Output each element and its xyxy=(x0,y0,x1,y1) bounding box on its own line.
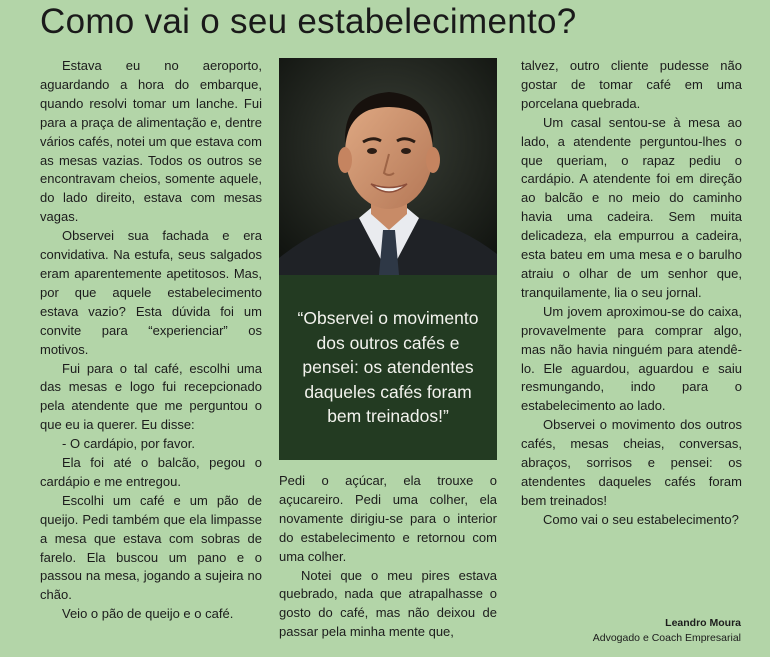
paragraph: Como vai o seu estabelecimento? xyxy=(543,511,739,527)
pull-quote-text: “Observei o movimento dos outros cafés e pensei: os atendentes daqueles cafés foram bem treinados!” xyxy=(297,308,479,427)
portrait-illustration xyxy=(279,58,497,275)
paragraph: Um casal sentou-se à mesa ao lado, a atendente perguntou-lhes o que queriam, o rapaz pediu o cardápio. A atendente foi em direção ao balcão e no meio do caminho havia uma cadeira. Sem muita delicadeza, ela empurrou a cadeira, esta bateu em uma mesa e o barulho atraiu o olhar de um senhor que, tranquilamente, lia o seu jornal. xyxy=(521,114,742,300)
article-column-2 xyxy=(279,472,497,642)
author-photo xyxy=(279,58,497,275)
article-column-3 xyxy=(521,57,742,530)
paragraph: Escolhi um café e um pão de queijo. Pedi também que ela limpasse a mesa que estava com sobras de farelo. Ela buscou um pano e o passou na mesa, jogando a sujeira no chão. xyxy=(40,492,262,603)
paragraph: Pedi o açúcar, ela trouxe o açucareiro. Pedi uma colher, ela novamente dirigiu-se para o interior do estabelecimento e retornou com uma colher. xyxy=(279,473,497,564)
paragraph: Fui para o tal café, escolhi uma das mesas e logo fui recepcionado pela atendente que me perguntou o que eu ia querer. Eu disse: xyxy=(40,360,262,433)
pull-quote xyxy=(279,275,497,460)
paragraph: Veio o pão de queijo e o café. xyxy=(62,606,234,622)
author-role: Advogado e Coach Empresarial xyxy=(592,632,741,644)
paragraph: - O cardápio, por favor. xyxy=(62,436,195,452)
paragraph: Ela foi até o balcão, pegou o cardápio e me entregou. xyxy=(40,455,262,489)
article-column-1 xyxy=(40,57,262,624)
paragraph: talvez, outro cliente pudesse não gostar de tomar café em uma porcelana quebrada. xyxy=(521,58,742,111)
paragraph: Notei que o meu pires estava quebrado, nada que atrapalhasse o gosto do café, mas não deixou de passar pela minha mente que, xyxy=(279,567,497,640)
paragraph: Estava eu no aeroporto, aguardando a hora do embarque, quando resolvi tomar um lanche. Fui para a praça de alimentação e, dentre vários cafés, notei um que estava com as mesas vazias. Todos os outros se encontravam cheios, somente aquele, do lado direito, estava com mesas vagas. xyxy=(40,58,262,225)
author-signature xyxy=(593,616,741,646)
paragraph: Observei sua fachada e era convidativa. Na estufa, seus salgados eram aparentemente apetitosos. Mas, por que aquele estabelecimento estava vazio? Esta dúvida foi um convite para “experienciar” os motivos. xyxy=(40,228,262,357)
paragraph: Observei o movimento dos outros cafés, mesas cheias, conversas, abraços, sorrisos e pensei: os atendentes daqueles cafés foram bem treinados! xyxy=(521,417,742,508)
article-title: Como vai o seu estabelecimento? xyxy=(40,2,577,41)
paragraph: Um jovem aproximou-se do caixa, provavelmente para comprar algo, mas não havia ninguém para atendê-lo. Ele aguardou, aguardou e saiu resmungando, indo para o estabelecimento ao lado. xyxy=(521,303,742,414)
author-name: Leandro Moura xyxy=(665,617,741,629)
